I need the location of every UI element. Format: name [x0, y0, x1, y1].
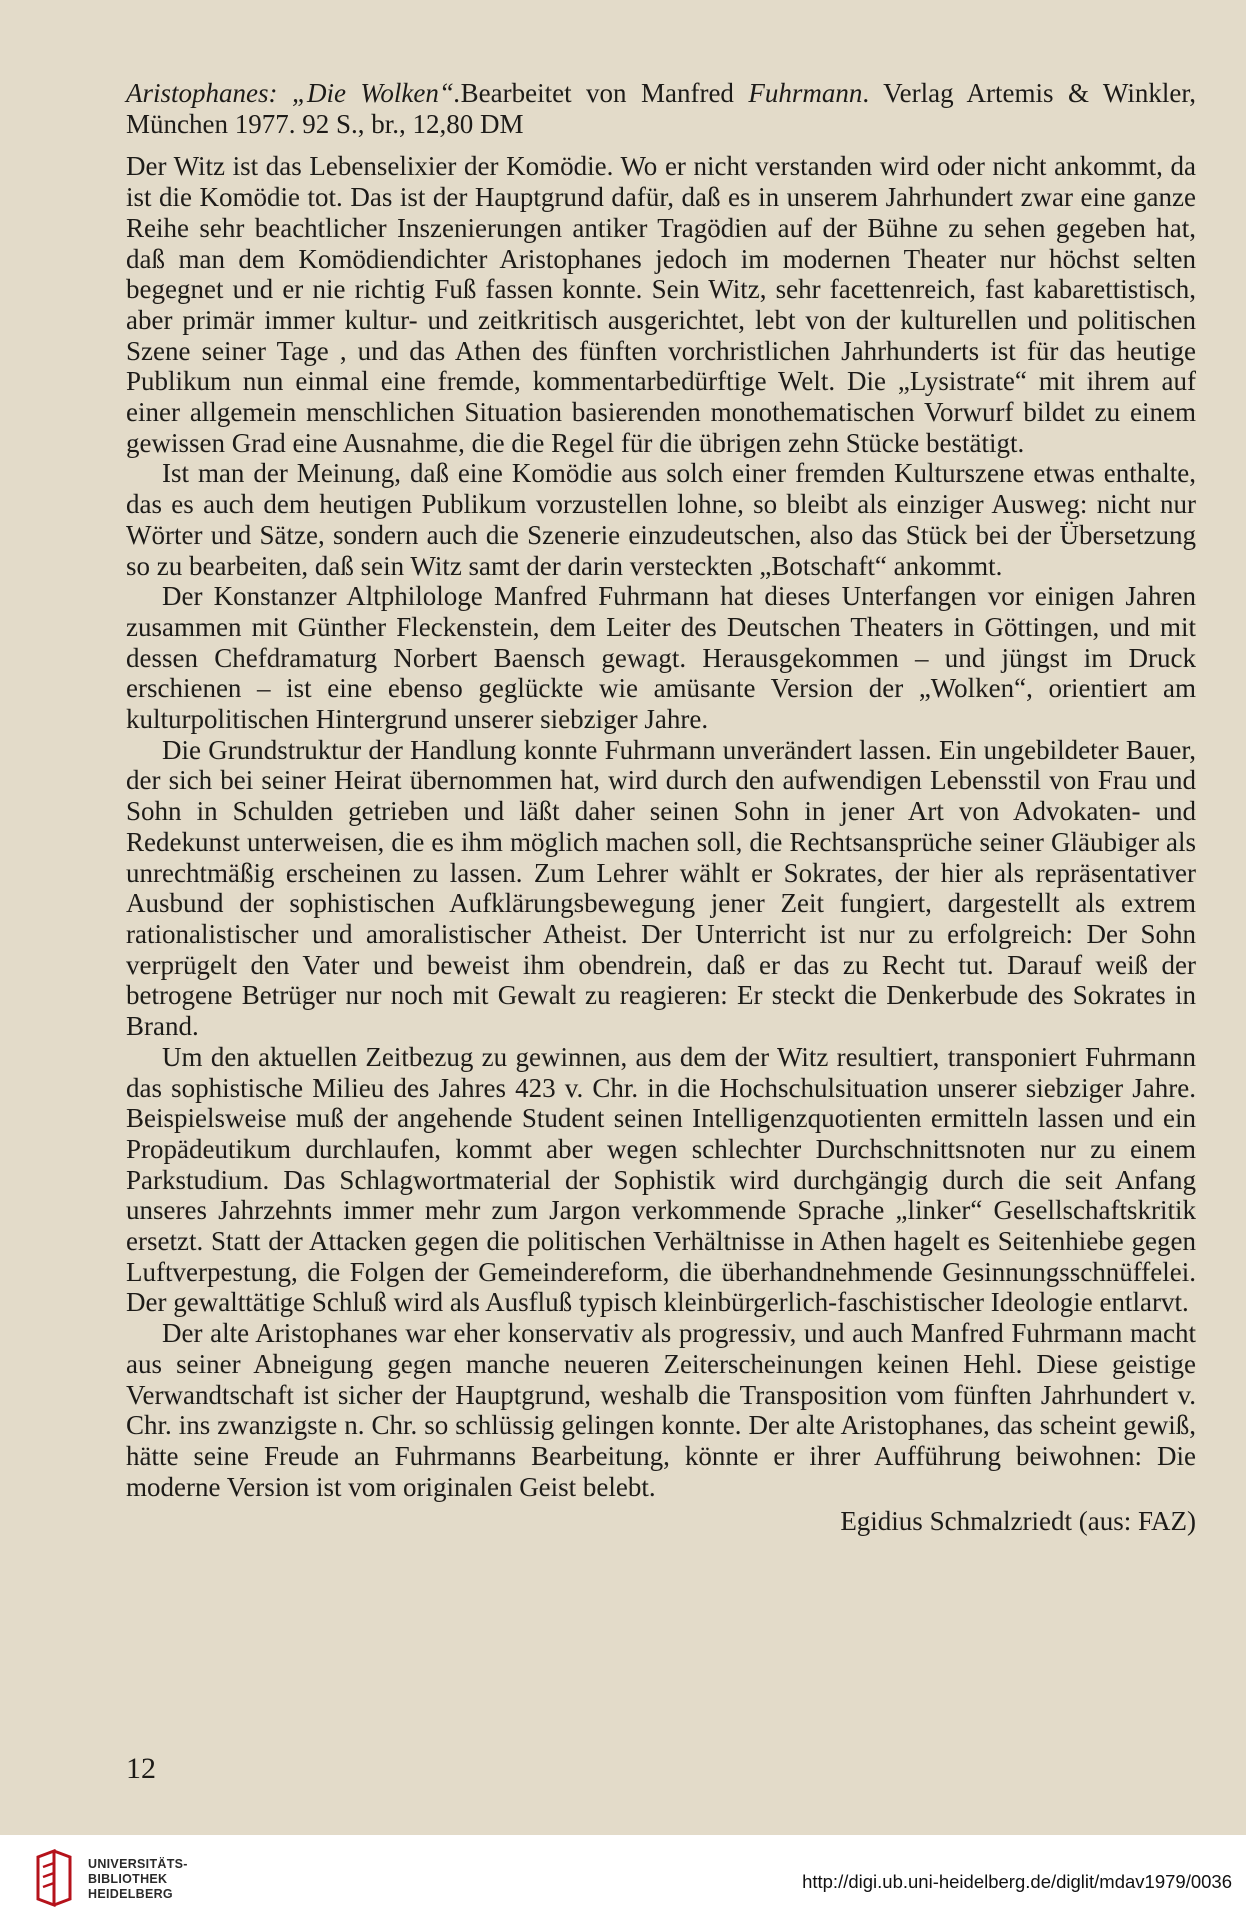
article-headline — [126, 78, 1196, 139]
paragraph: Die Grundstruktur der Handlung konnte Fuhrmann unverändert lassen. Ein ungebildeter Bauer, der sich bei seiner Heirat übernommen hat, wird durch den aufwendigen Lebensstil von Frau und Sohn in Schulden getrieben und läßt daher seinen Sohn in jener Art von Advokaten- und Redekunst unterweisen, die es ihm möglich machen soll, die Rechtsansprüche seiner Gläubiger als unrechtmäßig erscheinen zu lassen. Zum Lehrer wählt er Sokrates, der hier als repräsentativer Ausbund der sophistischen Aufklärungsbewegung jener Zeit fungiert, dargestellt als extrem rationalistischer und amoralistischer Atheist. Der Unterricht ist nur zu erfolgreich: Der Sohn verprügelt den Vater und beweist ihm obendrein, daß er das zu Recht tut. Darauf weiß der betrogene Betrüger nur noch mit Gewalt zu reagieren: Er steckt die Denkerbude des Sokrates in Brand. — [126, 734, 1196, 1042]
library-name-line: UNIVERSITÄTS- — [88, 1857, 188, 1871]
author-signature: Egidius Schmalzriedt (aus: FAZ) — [840, 1506, 1196, 1537]
digitization-footer — [0, 1835, 1246, 1929]
headline-author: Fuhrmann — [748, 78, 863, 108]
page-number: 12 — [126, 1752, 156, 1785]
headline-publisher: . Verlag Artemis & Winkler, München 1977. 92 S., br., 12,80 DM — [126, 78, 1196, 139]
library-name — [88, 1857, 188, 1902]
article-body — [126, 78, 1196, 1564]
library-name-line: HEIDELBERG — [88, 1887, 173, 1901]
paragraph: Um den aktuellen Zeitbezug zu gewinnen, aus dem der Witz resultiert, transponiert Fuhrmann das sophistische Milieu des Jahres 423 v. Chr. in die Hochschulsituation unserer siebziger Jahre. Beispielsweise muß der angehende Student seinen Intelligenzquotienten ermitteln lassen und ein Propädeutikum durchlaufen, kommt aber wegen schlechter Durchschnittsnoten nur zu einem Parkstudium. Das Schlagwortmaterial der Sophistik wird durchgängig durch die seit Anfang unseres Jahrzehnts immer mehr zum Jargon verkommende Sprache „linker“ Gesellschaftskritik ersetzt. Statt der Attacken gegen die politischen Verhältnisse in Athen hagelt es Seitenhiebe gegen Luftverpestung, die Folgen der Gemeindereform, die überhandnehmende Gesinnungsschnüffelei. Der gewalttätige Schluß wird als Ausfluß typisch kleinbürgerlich-faschistischer Ideologie entlarvt. — [126, 1041, 1196, 1318]
headline-editor: Bearbeitet von Manfred — [460, 78, 749, 108]
university-library-logo-icon — [32, 1849, 76, 1909]
paragraph: Der Witz ist das Lebenselixier der Komödie. Wo er nicht verstanden wird oder nicht ankommt, da ist die Komödie tot. Das ist der Hauptgrund dafür, daß es in unserem Jahrhundert zwar eine ganze Reihe sehr beachtlicher Inszenierungen antiker Tragödien auf der Bühne zu sehen gegeben hat, daß man dem Komödiendichter Aristophanes jedoch im modernen Theater nur höchst selten begegnet und er nie richtig Fuß fassen konnte. Sein Witz, sehr facettenreich, fast kabarettistisch, aber primär immer kultur- und zeitkritisch ausgerichtet, lebt von der kulturellen und politischen Szene seiner Tage , und das Athen des fünften vorchristlichen Jahrhunderts ist für das heutige Publikum nun einmal eine fremde, kommentarbedürftige Welt. Die „Lysistrate“ mit ihrem auf einer allgemein menschlichen Situation basierenden monothematischen Vorwurf bildet zu einem gewissen Grad eine Ausnahme, die die Regel für die übrigen zehn Stücke bestätigt. — [126, 151, 1196, 458]
paragraph: Ist man der Meinung, daß eine Komödie aus solch einer fremden Kulturszene etwas enthalte, das es auch dem heutigen Publikum vorzustellen lohne, so bleibt als einziger Ausweg: nicht nur Wörter und Sätze, sondern auch die Szenerie einzudeutschen, also das Stück bei der Übersetzung so zu bearbeiten, daß sein Witz samt der darin versteckten „Botschaft“ ankommt. — [126, 458, 1196, 581]
headline-title: Aristophanes: „Die Wolken“. — [126, 78, 461, 108]
library-name-line: BIBLIOTHEK — [88, 1872, 168, 1886]
source-url-link[interactable]: http://digi.ub.uni-heidelberg.de/diglit/mdav1979/0036 — [802, 1871, 1232, 1892]
paragraph: Der Konstanzer Altphilologe Manfred Fuhrmann hat dieses Unterfangen vor einigen Jahren zusammen mit Günther Fleckenstein, dem Leiter des Deutschen Theaters in Göttingen, und mit dessen Chefdramaturg Norbert Baensch gewagt. Herausgekommen – und jüngst im Druck erschienen – ist eine ebenso geglückte wie amüsante Version der „Wolken“, orientiert am kulturpolitischen Hintergrund unserer siebziger Jahre. — [126, 581, 1196, 735]
paragraph: Der alte Aristophanes war eher konservativ als progressiv, und auch Manfred Fuhrmann macht aus seiner Abneigung gegen manche neueren Zeiterscheinungen keinen Hehl. Diese geistige Verwandtschaft ist sicher der Hauptgrund, weshalb die Transposition vom fünften Jahrhundert v. Chr. ins zwanzigste n. Chr. so schlüssig gelingen konnte. Der alte Aristophanes, das scheint gewiß, hätte seine Freude an Fuhrmanns Bearbeitung, könnte er ihrer Aufführung beiwohnen: Die moderne Version ist vom originalen Geist belebt. — [126, 1318, 1196, 1502]
